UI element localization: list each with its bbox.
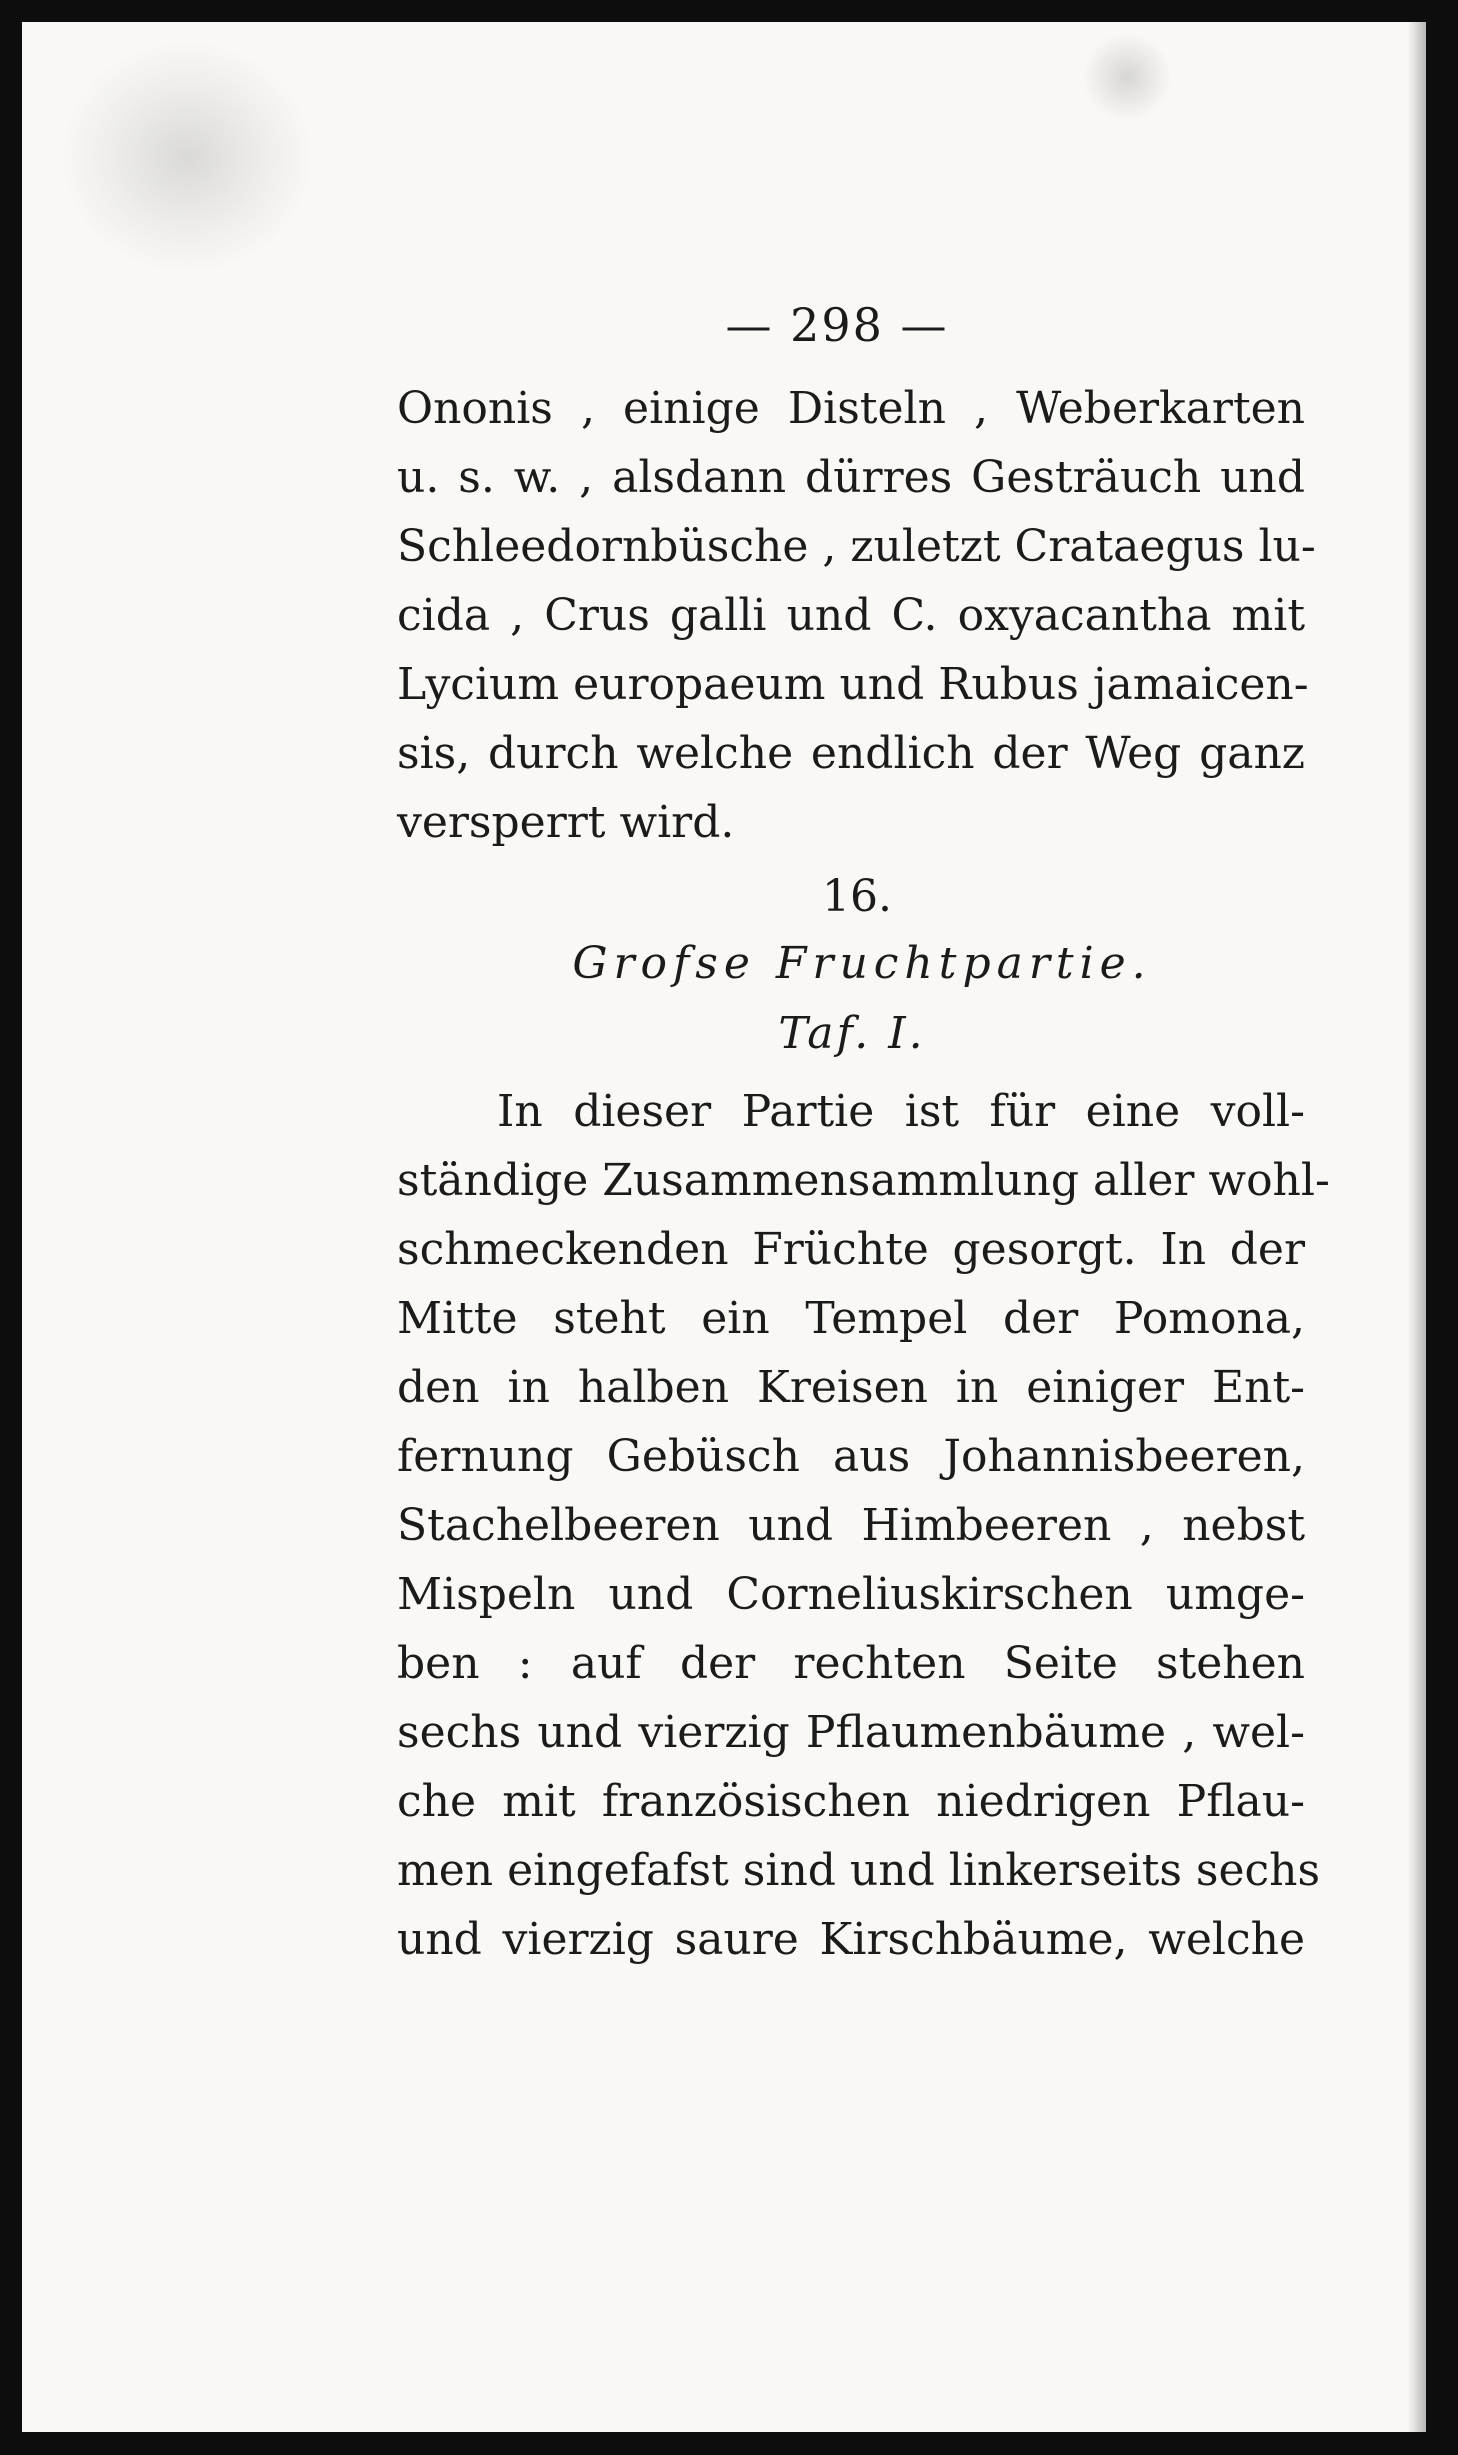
- text-line: schmeckenden Früchte gesorgt. In der: [397, 1224, 1305, 1275]
- text-line: ständige Zusammensammlung aller wohl-: [397, 1155, 1330, 1206]
- text-line: Ononis , einige Disteln , Weberkarten: [397, 383, 1305, 434]
- text-line: u. s. w. , alsdann dürres Gesträuch und: [397, 452, 1305, 503]
- paragraph-section-16: [397, 1077, 1330, 1974]
- text-line: sis, durch welche endlich der Weg ganz: [397, 728, 1305, 779]
- text-line: Mispeln und Corneliuskirschen umge-: [397, 1569, 1305, 1620]
- text-line: und vierzig saure Kirschbäume, welche: [397, 1914, 1305, 1965]
- text-line: ben : auf der rechten Seite stehen: [397, 1638, 1305, 1689]
- plate-reference: Taf. I.: [778, 1008, 926, 1059]
- text-line: men eingefafst sind und linkerseits sechs: [397, 1845, 1321, 1896]
- text-line-content: In dieser Partie ist für eine voll-: [497, 1086, 1305, 1137]
- section-title: Grofse Fruchtpartie.: [572, 938, 1152, 989]
- text-line: Stachelbeeren und Himbeeren , nebst: [397, 1500, 1305, 1551]
- text-line: fernung Gebüsch aus Johannisbeeren,: [397, 1431, 1305, 1482]
- paragraph-continued: [397, 374, 1316, 857]
- text-line: Mitte steht ein Tempel der Pomona,: [397, 1293, 1305, 1344]
- book-page: [22, 22, 1426, 2432]
- text-line: che mit französischen niedrigen Pflau-: [397, 1776, 1305, 1827]
- text-line: Schleedornbüsche , zuletzt Crataegus lu-: [397, 521, 1316, 572]
- section-number: 16.: [822, 871, 892, 922]
- text-line: sechs und vierzig Pflaumenbäume , wel-: [397, 1707, 1305, 1758]
- text-line: den in halben Kreisen in einiger Ent-: [397, 1362, 1305, 1413]
- page-edge-shadow: [1408, 22, 1426, 2432]
- text-line: cida , Crus galli und C. oxyacantha mit: [397, 590, 1305, 641]
- text-line-first: [397, 1077, 1305, 1146]
- text-line: Lycium europaeum und Rubus jamaicen-: [397, 659, 1309, 710]
- page-number: — 298 —: [725, 298, 949, 352]
- text-line: versperrt wird.: [397, 797, 735, 848]
